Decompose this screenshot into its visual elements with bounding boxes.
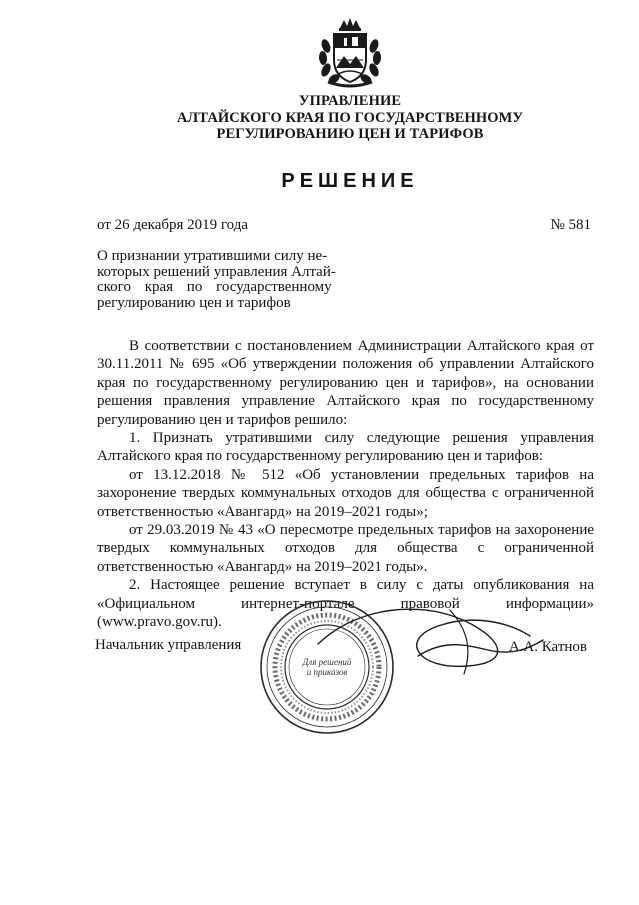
document-body [97, 337, 594, 632]
body-paragraph: от 29.03.2019 № 43 «О пересмотре предельных тарифов на захоронение твердых коммунальных отходов для общества с ограниченной ответственностью «Авангард» на 2019–2021 годы». [97, 522, 594, 575]
agency-line: УПРАВЛЕНИЕ [298, 93, 402, 109]
stamp-center-line: и приказов [306, 667, 348, 677]
body-paragraph: от 13.12.2018 № 512 «Об установлении предельных тарифов на захоронение твердых коммунальных отходов для общества с ограниченной ответственностью «Авангард» на 2019–2021 годы»; [97, 466, 594, 520]
body-paragraph: 2. Настоящее решение вступает в силу с даты опубликования на «Официальном интернет-портале правовой информации» (www.pravo.gov.ru). [97, 577, 594, 631]
agency-line: РЕГУЛИРОВАНИЮ ЦЕН И ТАРИФОВ [216, 126, 484, 142]
document-type-title: РЕШЕНИЕ [281, 170, 419, 192]
signer-name: А.А. Катнов [508, 639, 587, 655]
subject-line: ского края по государственному [97, 279, 332, 295]
body-paragraph: 1. Признать утратившими силу следующие решения управления Алтайского края по государственному регулированию цен и тарифов: [97, 430, 594, 465]
document-subject [97, 249, 347, 311]
subject-line: О признании утратившими силу не- [97, 248, 328, 264]
stamp-center-line: Для решений [302, 657, 352, 667]
subject-line: регулированию цен и тарифов [97, 294, 291, 311]
document-date: от 26 декабря 2019 года [97, 217, 249, 233]
agency-line: АЛТАЙСКОГО КРАЯ ПО ГОСУДАРСТВЕННОМУ [176, 109, 524, 126]
body-paragraph: В соответствии с постановлением Администрации Алтайского края от 30.11.2011 № 695 «Об утверждении положения об управлении Алтайского края по государственному регулированию цен и тарифов», на основании решения правления управление Алтайского края по государственному регулированию цен и тарифов решило: [97, 338, 594, 428]
coat-of-arms-icon [314, 16, 386, 88]
agency-name [150, 93, 550, 143]
subject-line: которых решений управления Алтай- [97, 263, 336, 280]
signer-title: Начальник управления [95, 637, 242, 653]
document-number: № 581 [550, 217, 591, 233]
